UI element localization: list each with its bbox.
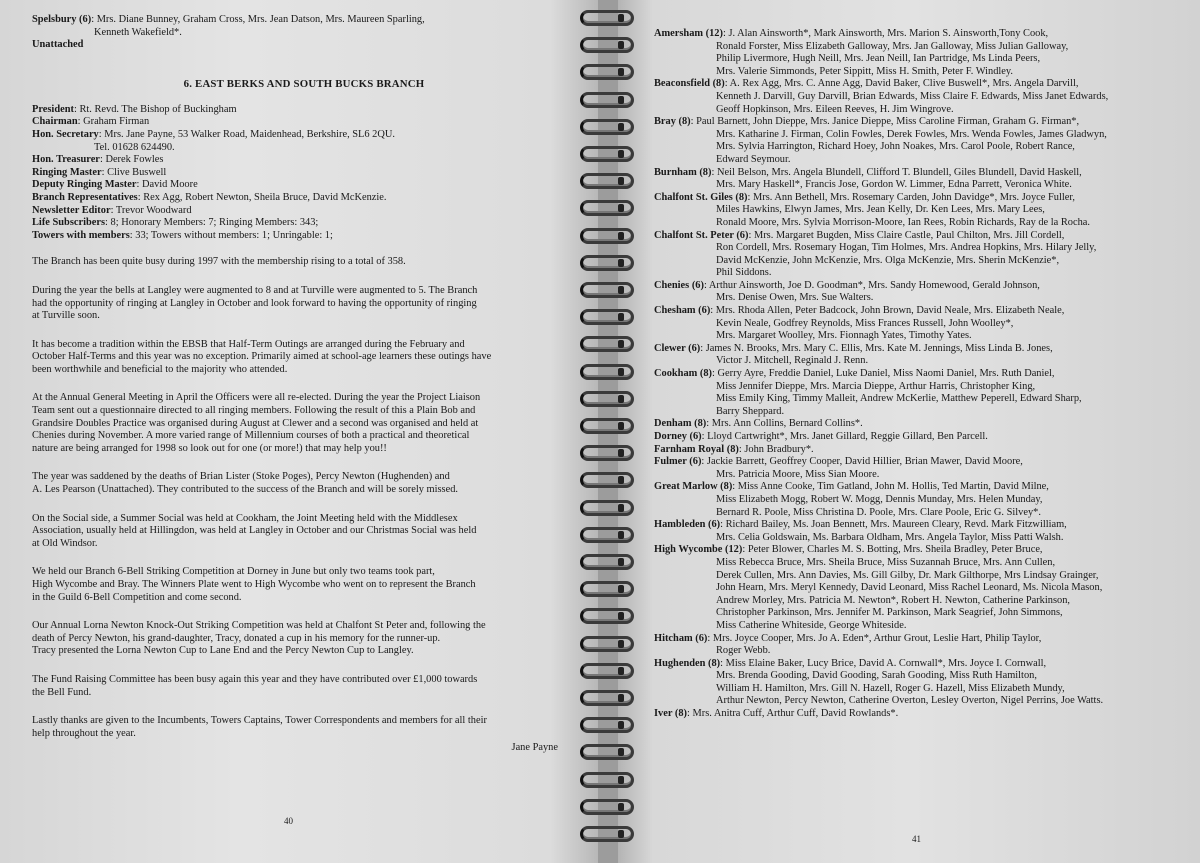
tower-line: Hughenden (8): Miss Elaine Baker, Lucy Brice, David A. Cornwall*, Mrs. Joyce I. Cornwall, [654, 657, 1047, 669]
paragraph-line: High Wycombe and Bray. The Winners Plate went to High Wycombe who went on to represent the Branch [32, 579, 476, 590]
binding-ring [580, 200, 634, 216]
tower-line: Denham (8): Mrs. Ann Collins, Bernard Collins*. [654, 418, 863, 430]
tower-entry [654, 78, 1180, 116]
tower-members-cont: Barry Sheppard. [716, 405, 785, 417]
tower-line: Amersham (12): J. Alan Ainsworth*, Mark Ainsworth, Mrs. Marion S. Ainsworth,Tony Cook, [654, 28, 1049, 39]
tower-members-cont: Mrs. Sylvia Harrington, Richard Hoey, John Noakes, Mrs. Carol Poole, Robert Rance, [716, 141, 1075, 153]
binding-ring [580, 364, 634, 380]
tower-entry [654, 708, 1180, 721]
tower-line: Burnham (8): Neil Belson, Mrs. Angela Blundell, Clifford T. Blundell, Giles Blundell, David Haskell, [654, 166, 1082, 178]
tower-entry [654, 230, 1180, 280]
punch-hole [618, 395, 624, 403]
tower-members-cont: Mrs. Valerie Simmonds, Peter Sippitt, Miss H. Smith, Peter F. Windley. [716, 65, 1014, 77]
punch-hole [618, 41, 624, 49]
tower-entry [654, 418, 1180, 431]
paragraph-line: October Half-Terms and this year was no exception. Primarily aimed at school-age learners these outings have [32, 351, 492, 363]
tower-entry [654, 519, 1180, 544]
tower-list [654, 28, 1180, 721]
tower-label: High Wycombe (12) [654, 544, 743, 556]
tower-line: Farnham Royal (8): John Bradbury*. [654, 443, 814, 455]
tower-members-cont: Kenneth J. Darvill, Guy Darvill, Brian Edwards, Miss Claire F. Edwards, Miss Janet Edwards, [716, 90, 1109, 102]
tower-line: Chalfont St. Giles (8): Mrs. Ann Bethell, Mrs. Rosemary Carden, John Davidge*, Mrs. Joyce Fuller, [654, 191, 1075, 203]
tower-members: Mrs. Margaret Bugden, Miss Claire Castle, Paul Chilton, Mrs. Jill Cordell, [753, 229, 1065, 241]
punch-hole [618, 476, 624, 484]
officer-value: Clive Buswell [107, 166, 167, 178]
tower-members-cont: Miss Jennifer Dieppe, Mrs. Marcia Dieppe, Arthur Harris, Christopher King, [716, 380, 1036, 392]
tower-label: Bray (8) [654, 116, 691, 128]
tower-label: Chalfont St. Peter (6) [654, 229, 749, 241]
punch-hole [618, 232, 624, 240]
binding-ring [580, 173, 634, 189]
tower-members-cont: Kenneth Wakefield*. [94, 26, 182, 38]
tower-members-cont: Mrs. Brenda Gooding, David Gooding, Sarah Gooding, Miss Ruth Hamilton, [716, 670, 1037, 682]
tower-members: John Bradbury*. [744, 443, 814, 455]
punch-hole [618, 612, 624, 620]
tower-members-cont: David McKenzie, John McKenzie, Mrs. Olga McKenzie, Mrs. Sherin McKenzie*, [716, 254, 1060, 266]
punch-hole [618, 531, 624, 539]
binding-ring [580, 663, 634, 679]
tower-members: Gerry Ayre, Freddie Daniel, Luke Daniel, Miss Naomi Daniel, Mrs. Ruth Daniel, [717, 368, 1055, 380]
tower-label: Chesham (6) [654, 305, 711, 317]
paragraph-line: been worthwhile and beneficial to the majority who attended. [32, 363, 288, 375]
officer-label: Branch Representatives [32, 191, 138, 203]
paragraph-line: Grandsire Doubles Practice was organised during August at Clewer and a second was organised and held at [32, 417, 479, 429]
tower-members-cont: Philip Livermore, Hugh Neill, Mrs. Jean Neill, Ian Partridge, Ms Linda Peers, [716, 53, 1041, 65]
punch-hole [618, 313, 624, 321]
binding-ring [580, 527, 634, 543]
tower-members-cont: Mrs. Celia Goldswain, Ms. Barbara Oldham, Mrs. Angela Taylor, Miss Patti Walsh. [716, 531, 1064, 543]
binding-ring [580, 228, 634, 244]
tower-entry [654, 368, 1180, 418]
punch-hole [618, 803, 624, 811]
tower-label: Chenies (6) [654, 279, 704, 291]
binding-ring [580, 581, 634, 597]
tower-members: Mrs. Ann Bethell, Mrs. Rosemary Carden, John Davidge*, Mrs. Joyce Fuller, [753, 191, 1075, 203]
report-paragraph [32, 566, 576, 604]
paragraph-line: The Branch has been quite busy during 1997 with the membership rising to a total of 358. [32, 256, 406, 268]
punch-hole [618, 68, 624, 76]
punch-hole [618, 14, 624, 22]
tower-line: Chesham (6): Mrs. Rhoda Allen, Peter Badcock, John Brown, David Neale, Mrs. Elizabeth Neale, [654, 305, 1065, 317]
spiral-binding [574, 0, 640, 863]
paragraph-line: The Fund Raising Committee has been busy again this year and they have contributed over £1,000 towards [32, 673, 478, 685]
binding-ring [580, 64, 634, 80]
officer-value: Mrs. Jane Payne, 53 Walker Road, Maidenhead, Berkshire, SL6 2QU. [104, 128, 395, 140]
tower-line: Bray (8): Paul Barnett, John Dieppe, Mrs. Janice Dieppe, Miss Caroline Firman, Graham G. Firman*, [654, 116, 1080, 128]
binding-ring [580, 717, 634, 733]
tower-label: Hitcham (6) [654, 632, 708, 644]
tower-label: Dorney (6) [654, 431, 702, 442]
binding-ring [580, 445, 634, 461]
punch-hole [618, 776, 624, 784]
officer-label: President [32, 103, 74, 115]
punch-hole [618, 204, 624, 212]
binding-ring [580, 10, 634, 26]
officer-label: Newsletter Editor [32, 204, 111, 216]
officer-label: Towers with members [32, 229, 130, 241]
tower-members: Neil Belson, Mrs. Angela Blundell, Clifford T. Blundell, Giles Blundell, David Haskell, [716, 166, 1082, 178]
tower-entry [654, 192, 1180, 230]
officers-list: President: Rt. Revd. The Bishop of Buckingham Chairman: Graham Firman Hon. Secretary: Mrs. Jane Payne, 53 Walker Road, Maidenhead, Berkshire, SL6 2QU. Tel. 01628 624490. Hon. Treasurer: Derek Fowles Ringing Master: Clive Buswell Deputy Ringing Master: David Moore Branch Representatives: Rex Agg, Robert Newton, Sheila Bruce, David McKenzie. Newsletter Editor: Trevor Woodward Life Subscribers: 8; Honorary Members: 7; Ringing Members: 343; Towers with members: 33; Towers without members: 1; Unringable: 1; [32, 104, 576, 243]
report-body [32, 256, 576, 755]
paragraph-line: help throughout the year. [32, 727, 136, 739]
tower-line: Chenies (6): Arthur Ainsworth, Joe D. Goodman*, Mrs. Sandy Homewood, Gerald Johnson, [654, 279, 1040, 291]
paragraph-line: Team sent out a questionnaire directed to all ringing members. Following the result of this a Plain Bob and [32, 405, 476, 417]
binding-ring [580, 336, 634, 352]
tower-members-cont: Bernard R. Poole, Miss Christina D. Poole, Mrs. Clare Poole, Eric G. Silvey*. [716, 506, 1041, 518]
binding-ring [580, 37, 634, 53]
binding-ring [580, 119, 634, 135]
binding-ring [580, 472, 634, 488]
tower-members-cont: Phil Siddons. [716, 267, 772, 279]
officer-label: Chairman [32, 116, 78, 128]
tower-members: Mrs. Diane Bunney, Graham Cross, Mrs. Jean Datson, Mrs. Maureen Sparling, [96, 14, 425, 25]
tower-members-cont: Miss Rebecca Bruce, Mrs. Sheila Bruce, Miss Suzannah Bruce, Mrs. Ann Cullen, [716, 556, 1056, 568]
punch-hole [618, 504, 624, 512]
tower-label: Spelsbury (6) [32, 14, 92, 25]
punch-hole [618, 177, 624, 185]
paragraph-line: On the Social side, a Summer Social was held at Cookham, the Joint Meeting held with the Middlesex [32, 512, 458, 524]
binding-ring [580, 146, 634, 162]
punch-hole [618, 830, 624, 838]
officer-value-cont: Tel. 01628 624490. [94, 141, 175, 153]
punch-hole [618, 694, 624, 702]
tower-members-cont: Arthur Newton, Percy Newton, Catherine Overton, Lesley Overton, Nigel Perrins, Joe Watts. [716, 695, 1104, 707]
officer-label: Hon. Treasurer [32, 154, 100, 166]
paragraph-line: Lastly thanks are given to the Incumbents, Towers Captains, Tower Correspondents and members for all their [32, 715, 487, 727]
tower-entry [654, 305, 1180, 343]
officer-label: Hon. Secretary [32, 128, 99, 140]
tower-members: J. Alan Ainsworth*, Mark Ainsworth, Mrs. Marion S. Ainsworth,Tony Cook, [728, 28, 1049, 39]
paragraph-line: It has become a tradition within the EBSB that Half-Term Outings are arranged during the February and [32, 338, 465, 350]
binding-ring [580, 92, 634, 108]
tower-members: Lloyd Cartwright*, Mrs. Janet Gillard, Reggie Gillard, Ben Parcell. [707, 431, 988, 442]
binding-ring [580, 554, 634, 570]
tower-label: Hughenden (8) [654, 657, 721, 669]
paragraph-line: During the year the bells at Langley were augmented to 8 and at Turville were augmented to 5. The Branch [32, 284, 478, 296]
binding-ring [580, 690, 634, 706]
tower-line: Great Marlow (8): Miss Anne Cooke, Tim Gatland, John M. Hollis, Ted Martin, David Milne, [654, 481, 1049, 493]
tower-entry [654, 28, 1180, 78]
top-entries: Spelsbury (6): Mrs. Diane Bunney, Graham Cross, Mrs. Jean Datson, Mrs. Maureen Sparling, Kenneth Wakefield*. Unattached [32, 14, 576, 52]
tower-label: Iver (8) [654, 708, 687, 720]
paragraph-line: At the Annual General Meeting in April the Officers were all re-elected. During the year the Project Liaison [32, 392, 481, 404]
binding-ring [580, 636, 634, 652]
punch-hole [618, 422, 624, 430]
tower-members-cont: Miss Emily King, Timmy Malleit, Andrew McKerlie, Matthew Peperell, Edward Sharp, [716, 393, 1082, 405]
binding-ring [580, 255, 634, 271]
punch-hole [618, 585, 624, 593]
signature: Jane Payne [511, 742, 558, 754]
tower-line: Clewer (6): James N. Brooks, Mrs. Mary C. Ellis, Mrs. Kate M. Jennings, Miss Linda B. Jones, [654, 342, 1053, 354]
binding-ring [580, 500, 634, 516]
binding-ring [580, 826, 634, 842]
punch-hole [618, 340, 624, 348]
tower-members-cont: Christopher Parkinson, Mrs. Jennifer M. Parkinson, Mark Seagrief, John Simmons, [716, 607, 1063, 619]
paragraph-line: the Bell Fund. [32, 686, 92, 698]
officer-value: Trevor Woodward [115, 204, 192, 216]
officer-value: Rex Agg, Robert Newton, Sheila Bruce, David McKenzie. [143, 191, 387, 203]
officer-value: David Moore [141, 179, 198, 191]
tower-members-cont: Edward Seymour. [716, 153, 791, 165]
page-number: 41 [912, 834, 921, 844]
tower-line: Cookham (8): Gerry Ayre, Freddie Daniel, Luke Daniel, Miss Naomi Daniel, Mrs. Ruth Daniel, [654, 368, 1055, 380]
paragraph-line: A. Les Pearson (Unattached). They contributed to the success of the Branch and will be sorely missed. [32, 484, 458, 496]
right-page [618, 0, 1200, 863]
branch-heading: 6. EAST BERKS AND SOUTH BUCKS BRANCH [183, 77, 425, 90]
paragraph-line: Association, usually held at Hillingdon, was held at Langley in October and our Christmas Social was held [32, 525, 477, 537]
punch-hole [618, 748, 624, 756]
punch-hole [618, 721, 624, 729]
tower-members-cont: Andrew Morley, Mrs. Patricia M. Newton*, Robert H. Newton, Catherine Parkinson, [716, 594, 1070, 606]
tower-members-cont: Ronald Forster, Miss Elizabeth Galloway, Mrs. Jan Galloway, Miss Julian Galloway, [716, 40, 1069, 52]
report-paragraph [32, 715, 576, 740]
binding-ring [580, 744, 634, 760]
tower-members-cont: Mrs. Katharine J. Firman, Colin Fowles, Derek Fowles, Mrs. Wenda Fowles, James Gladwyn, [716, 128, 1107, 140]
officer-value: 8; Honorary Members: 7; Ringing Members: 343; [110, 217, 319, 229]
tower-members-cont: Mrs. Mary Haskell*, Francis Jose, Gordon W. Limmer, Edna Parrett, Veronica White. [716, 179, 1072, 191]
paragraph-line: in the Guild 6-Bell Competition and come second. [32, 591, 242, 603]
tower-label: Chalfont St. Giles (8) [654, 191, 748, 203]
page-number: 40 [284, 816, 293, 826]
paragraph-line: at Turville soon. [32, 310, 100, 322]
officer-label: Deputy Ringing Master [32, 179, 137, 191]
tower-members-cont: William H. Hamilton, Mrs. Gill N. Hazell, Roger G. Hazell, Miss Elizabeth Mundy, [716, 682, 1065, 694]
tower-members: Mrs. Anitra Cuff, Arthur Cuff, David Rowlands*. [692, 708, 899, 720]
report-paragraph [32, 471, 576, 496]
tower-label: Unattached [32, 39, 84, 51]
tower-label: Clewer (6) [654, 342, 701, 354]
tower-members-cont: Mrs. Patricia Moore, Miss Sian Moore. [716, 468, 880, 480]
tower-members: Mrs. Joyce Cooper, Mrs. Jo A. Eden*, Arthur Grout, Leslie Hart, Philip Taylor, [712, 632, 1042, 644]
tower-members: Miss Anne Cooke, Tim Gatland, John M. Hollis, Ted Martin, David Milne, [737, 481, 1049, 493]
binding-ring [580, 309, 634, 325]
binding-ring [580, 799, 634, 815]
tower-members: Richard Bailey, Ms. Joan Bennett, Mrs. Maureen Cleary, Revd. Mark Fitzwilliam, [725, 519, 1067, 531]
punch-hole [618, 667, 624, 675]
tower-members: Peter Blower, Charles M. S. Botting, Mrs. Sheila Bradley, Peter Bruce, [747, 544, 1043, 556]
report-paragraph [32, 339, 576, 377]
binding-ring [580, 418, 634, 434]
tower-members-cont: Miss Elizabeth Mogg, Robert W. Mogg, Dennis Munday, Mrs. Helen Munday, [716, 493, 1043, 505]
officer-value: 33; Towers without members: 1; Unringable: 1; [135, 229, 333, 241]
tower-members: Paul Barnett, John Dieppe, Mrs. Janice Dieppe, Miss Caroline Firman, Graham G. Firman*, [696, 116, 1080, 128]
tower-entry [654, 481, 1180, 519]
tower-members: James N. Brooks, Mrs. Mary C. Ellis, Mrs. Kate M. Jennings, Miss Linda B. Jones, [705, 342, 1053, 354]
report-paragraph [32, 620, 576, 658]
report-paragraph [32, 513, 576, 551]
punch-hole [618, 449, 624, 457]
tower-members-cont: Mrs. Denise Owen, Mrs. Sue Walters. [716, 292, 874, 304]
paragraph-line: We held our Branch 6-Bell Striking Competition at Dorney in June but only two teams took part, [32, 566, 435, 578]
punch-hole [618, 558, 624, 566]
tower-label: Cookham (8) [654, 368, 713, 380]
tower-members: Miss Elaine Baker, Lucy Brice, David A. Cornwall*, Mrs. Joyce I. Cornwall, [725, 657, 1047, 669]
tower-members-cont: John Hearn, Mrs. Meryl Kennedy, David Leonard, Miss Rachel Leonard, Ms. Nicola Mason, [716, 582, 1103, 594]
left-page [0, 0, 598, 863]
officer-label: Life Subscribers [32, 217, 106, 229]
paragraph-line: had the opportunity of ringing at Langley in October and look forward to having the opportunity of ringing [32, 297, 477, 309]
tower-members: Mrs. Ann Collins, Bernard Collins*. [711, 418, 863, 430]
tower-members-cont: Miles Hawkins, Elwyn James, Mrs. Jean Kelly, Dr. Ken Lees, Mrs. Mary Lees, [716, 204, 1045, 216]
tower-line: Beaconsfield (8): A. Rex Agg, Mrs. C. Anne Agg, David Baker, Clive Buswell*, Mrs. Angela Darvill, [654, 78, 1079, 90]
officer-value: Rt. Revd. The Bishop of Buckingham [79, 103, 237, 115]
paragraph-line: Our Annual Lorna Newton Knock-Out Striking Competition was held at Chalfont St Peter and, following the [32, 620, 486, 632]
tower-entry [654, 456, 1180, 481]
tower-members-cont: Ronald Moore, Mrs. Sylvia Morrison-Moore, Ian Rees, Robin Richards, Ray de la Rocha. [716, 216, 1091, 228]
tower-entry [654, 167, 1180, 192]
punch-hole [618, 96, 624, 104]
tower-members-cont: Mrs. Margaret Woolley, Mrs. Fionnagh Yates, Timothy Yates. [716, 330, 972, 342]
punch-hole [618, 640, 624, 648]
paragraph-line: The year was saddened by the deaths of Brian Lister (Stoke Poges), Percy Newton (Hughenden) and [32, 471, 450, 483]
tower-label: Burnham (8) [654, 166, 712, 178]
report-paragraph [32, 392, 576, 455]
tower-members: Mrs. Rhoda Allen, Peter Badcock, John Brown, David Neale, Mrs. Elizabeth Neale, [715, 305, 1065, 317]
tower-members-cont: Geoff Hopkinson, Mrs. Eileen Reeves, H. Jim Wingrove. [716, 103, 954, 115]
tower-line: High Wycombe (12): Peter Blower, Charles M. S. Botting, Mrs. Sheila Bradley, Peter Bruce, [654, 544, 1043, 556]
report-paragraph [32, 256, 576, 269]
tower-label: Beaconsfield (8) [654, 78, 725, 90]
report-paragraph [32, 285, 576, 323]
tower-members: A. Rex Agg, Mrs. C. Anne Agg, David Baker, Clive Buswell*, Mrs. Angela Darvill, [729, 78, 1079, 90]
binding-ring [580, 772, 634, 788]
officer-value: Derek Fowles [105, 154, 164, 166]
paragraph-line: Chenies during November. A more varied range of Millennium courses of both a practical and theoretical [32, 430, 470, 442]
paragraph-line: at Old Windsor. [32, 537, 98, 549]
tower-entry [654, 116, 1180, 166]
binding-ring [580, 608, 634, 624]
officer-value: Graham Firman [83, 116, 150, 128]
punch-hole [618, 259, 624, 267]
paragraph-line: death of Percy Newton, his grand-daughter, Tracy, donated a cup in his memory for the runner-up. [32, 632, 441, 644]
punch-hole [618, 286, 624, 294]
tower-members-cont: Derek Cullen, Mrs. Ann Davies, Ms. Gill Gilby, Dr. Mark Gilthorpe, Mrs Lindsay Grainger, [716, 569, 1099, 581]
paragraph-line: nature are being arranged for 1998 so look out for one (or more!) that may help you!! [32, 442, 387, 454]
binding-ring [580, 282, 634, 298]
tower-entry [654, 544, 1180, 632]
tower-line: Dorney (6): Lloyd Cartwright*, Mrs. Janet Gillard, Reggie Gillard, Ben Parcell. [654, 431, 988, 442]
officer-label: Ringing Master [32, 166, 102, 178]
tower-members-cont: Miss Catherine Whiteside, George Whiteside. [716, 619, 907, 631]
tower-entry [654, 280, 1180, 305]
tower-entry [654, 658, 1180, 708]
tower-members-cont: Kevin Neale, Godfrey Reynolds, Miss Frances Russell, John Woolley*, [716, 317, 1014, 329]
tower-line: Iver (8): Mrs. Anitra Cuff, Arthur Cuff, David Rowlands*. [654, 708, 899, 720]
tower-entry [654, 444, 1180, 457]
paragraph-line: Tracy presented the Lorna Newton Cup to Lane End and the Percy Newton Cup to Langley. [32, 645, 414, 657]
punch-hole [618, 368, 624, 376]
punch-hole [618, 150, 624, 158]
tower-line: Hambleden (6): Richard Bailey, Ms. Joan Bennett, Mrs. Maureen Cleary, Revd. Mark Fitzwilliam, [654, 519, 1067, 531]
tower-members-cont: Ron Cordell, Mrs. Rosemary Hogan, Tim Holmes, Mrs. Andrea Hopkins, Mrs. Hilary Jelly, [716, 242, 1097, 254]
tower-line: Chalfont St. Peter (6): Mrs. Margaret Bugden, Miss Claire Castle, Paul Chilton, Mrs. Jill Cordell, [654, 229, 1065, 241]
tower-label: Denham (8) [654, 418, 707, 430]
tower-label: Amersham (12) [654, 28, 723, 39]
tower-entry [654, 343, 1180, 368]
tower-entry [654, 431, 1180, 444]
tower-line: Fulmer (6): Jackie Barrett, Geoffrey Cooper, David Hillier, Brian Mawer, David Moore, [654, 456, 1023, 468]
tower-label: Great Marlow (8) [654, 481, 733, 493]
tower-members: Jackie Barrett, Geoffrey Cooper, David Hillier, Brian Mawer, David Moore, [706, 456, 1023, 468]
tower-members-cont: Victor J. Mitchell, Reginald J. Renn. [716, 355, 869, 367]
tower-line: Hitcham (6): Mrs. Joyce Cooper, Mrs. Jo A. Eden*, Arthur Grout, Leslie Hart, Philip Taylor, [654, 632, 1042, 644]
report-paragraph [32, 674, 576, 699]
tower-label: Hambleden (6) [654, 519, 721, 531]
binding-ring [580, 391, 634, 407]
tower-members: Arthur Ainsworth, Joe D. Goodman*, Mrs. Sandy Homewood, Gerald Johnson, [708, 279, 1040, 291]
tower-entry [654, 633, 1180, 658]
tower-members-cont: Roger Webb. [716, 645, 771, 657]
punch-hole [618, 123, 624, 131]
tower-label: Farnham Royal (8) [654, 443, 739, 455]
tower-label: Fulmer (6) [654, 456, 702, 468]
